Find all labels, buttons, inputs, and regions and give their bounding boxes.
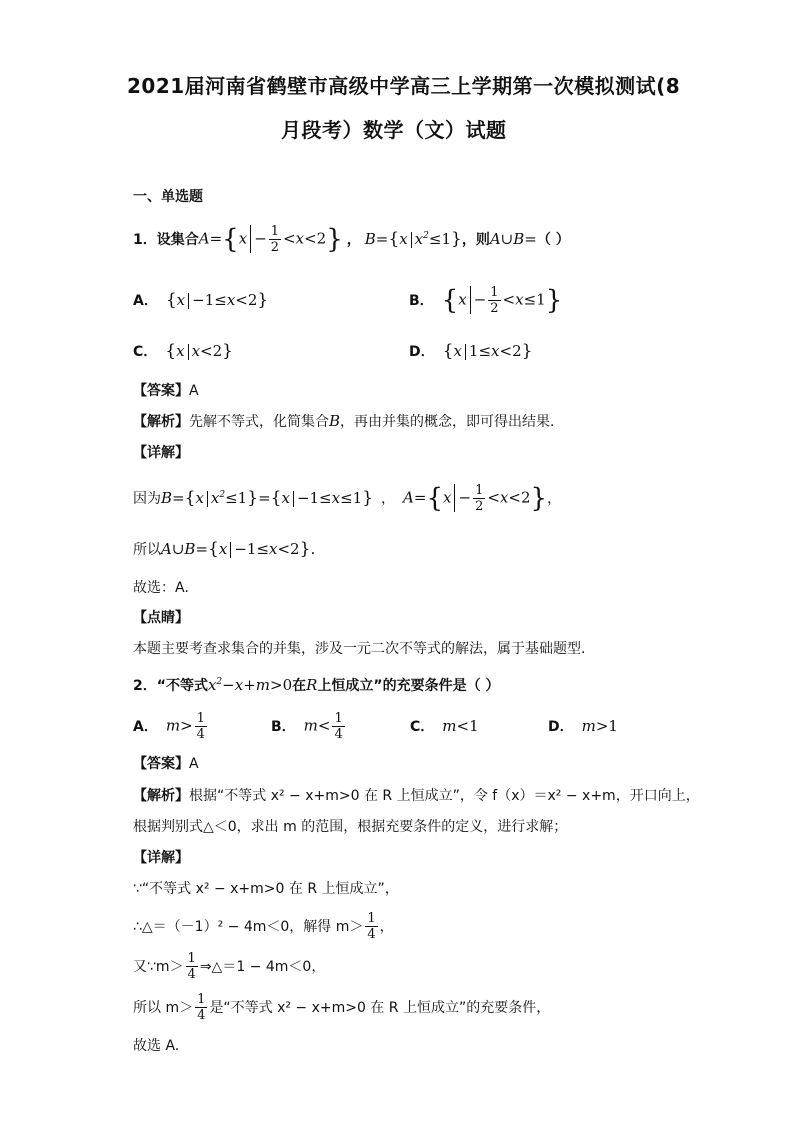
comment-tag-1: 【点睛】: [133, 610, 189, 626]
answer-value: A: [189, 756, 199, 772]
option-d: D． {x 1≤x<2}: [409, 341, 533, 361]
analysis-line-2a: 【解析】根据“不等式 x² − x+m>0 在 R 上恒成立”，令 f（x）＝x² − x+m，开口向上，: [133, 788, 700, 804]
choose-2: 故选 A.: [133, 1038, 180, 1054]
question-1: 1． 设集合 A={x − $\frac{1}{2}$ <x<2} ， B={x $x^2\le 1$} ，则 A∪B= （ ）: [133, 223, 570, 255]
q2-option-c: C． m<1: [410, 717, 479, 735]
answer-value: A: [189, 383, 199, 399]
detail-tag-1: 【详解】: [133, 445, 189, 461]
detail-tag-2: 【详解】: [133, 850, 189, 866]
question-text: 设集合: [156, 232, 199, 248]
answer-line-1: 【答案】A: [133, 383, 199, 399]
answer-line-2: 【答案】A: [133, 756, 199, 772]
q2-option-d: D． m>1: [548, 717, 618, 735]
q2-option-a: A． m> $\frac{1}{4}$: [133, 710, 205, 742]
analysis-line-1: 【解析】先解不等式，化简集合B，再由并集的概念，即可得出结果.: [133, 412, 555, 430]
section-heading: 一、单选题: [133, 189, 203, 205]
option-a: A． {x −1≤x<2}: [133, 290, 269, 310]
detail-2-line-3: 又∵m＞ $\frac{1}{4}$ ⇒△＝1 − 4m＜0，: [133, 950, 326, 982]
detail-1-line-1: 因为 B={x $x^2\le 1\}=\{x -1\le x\le 1\}$ ， A={x − $\frac{1}{2}$ <x<2} ，: [133, 482, 562, 514]
detail-2-line-1: ∵“不等式 x² − x+m>0 在 R 上恒成立”，: [133, 881, 399, 897]
analysis-line-2b: 根据判别式△＜0，求出 m 的范围，根据充要条件的定义，进行求解；: [133, 819, 568, 835]
detail-2-line-2: ∴△＝（－1）² − 4m＜0，解得 m＞ $\frac{1}{4}$ ，: [133, 910, 394, 942]
question-number: 1．: [133, 232, 157, 248]
title-line-1: 2021届河南省鹤壁市高级中学高三上学期第一次模拟测试(8: [127, 74, 681, 98]
title-line-2: 月段考）数学（文）试题: [281, 118, 507, 142]
set-a-expression: A={x − $\frac{1}{2}$ <x<2}: [198, 223, 343, 255]
question-number: 2．: [133, 678, 157, 694]
set-b-expression: B={x $x^2\le 1$}: [364, 229, 462, 249]
question-2: 2． “不等式 $x^2-x+m>0$ 在 R 上恒成立”的充要条件是（ ）: [133, 676, 500, 694]
detail-2-line-4: 所以 m＞ $\frac{1}{4}$ 是“不等式 x² − x+m>0 在 R 上恒成立”的充要条件，: [133, 991, 551, 1023]
q2-option-b: B． m< $\frac{1}{4}$: [271, 710, 343, 742]
option-b: B． {x − $\frac{1}{2}$ <x≤1}: [409, 284, 563, 316]
option-c: C． {x x<2}: [133, 341, 233, 361]
detail-1-line-2: 所以 A∪B={x −1≤x<2}.: [133, 539, 316, 559]
union-expression: A∪B=: [489, 230, 537, 248]
choose-1: 故选：A.: [133, 580, 189, 596]
comment-1: 本题主要考查求集合的并集，涉及一元二次不等式的解法，属于基础题型.: [133, 641, 586, 657]
